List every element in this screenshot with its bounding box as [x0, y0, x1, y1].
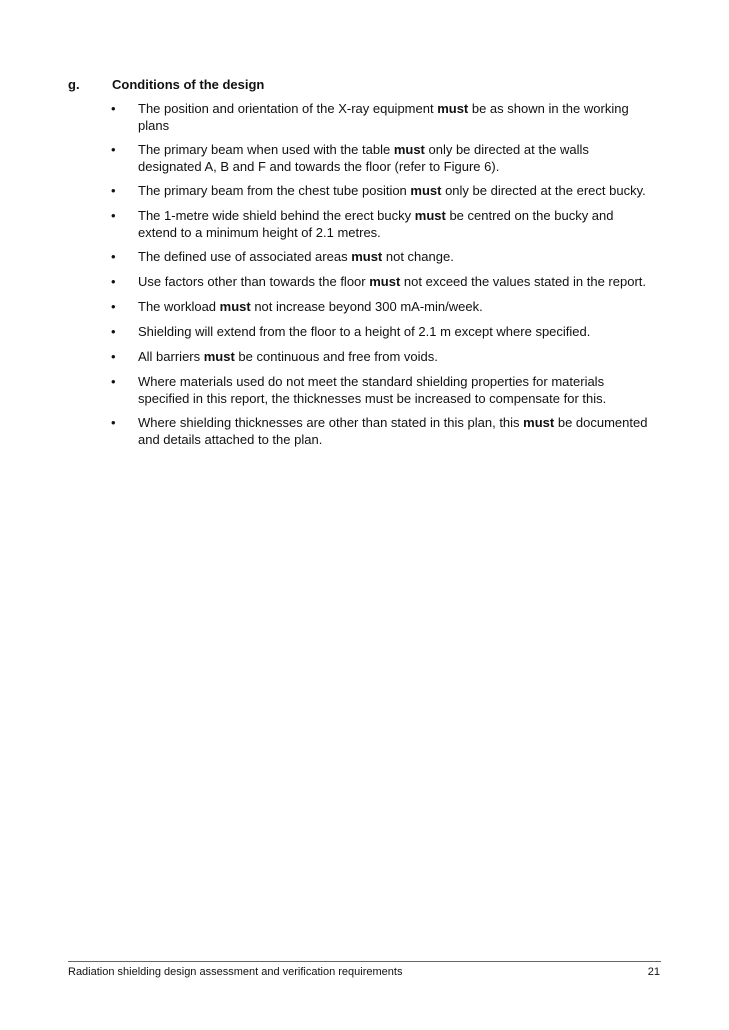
bullet-icon: •	[111, 299, 116, 314]
list-item-text-after: only be directed at the erect bucky.	[441, 183, 646, 198]
list-item-emphasis: must	[369, 274, 401, 289]
list-item-text	[138, 101, 629, 133]
list-item-text-before: Use factors other than towards the floor	[138, 274, 370, 289]
bullet-icon: •	[111, 183, 116, 198]
list-item-text-after: be documented and details attached to the plan.	[138, 415, 648, 447]
list-item-text-after: only be directed at the walls designated A, B and F and towards the floor (refer to Figure 6).	[138, 142, 589, 174]
bullet-icon: •	[111, 324, 116, 339]
list-item-text-before: The defined use of associated areas	[138, 249, 352, 264]
section-title: Conditions of the design	[112, 77, 265, 92]
list-item-text-after: not change.	[382, 249, 454, 264]
section-letter: g.	[68, 77, 80, 92]
list-item	[111, 207, 656, 241]
list-item-text-before: The primary beam when used with the table	[138, 142, 394, 157]
list-item	[111, 348, 656, 366]
list-item	[111, 100, 656, 134]
bullet-icon: •	[111, 208, 116, 223]
list-item-text-before: Shielding will extend from the floor to a height of 2.1 m except where specified.	[138, 324, 591, 339]
bullet-icon: •	[111, 374, 116, 389]
list-item-emphasis: must	[437, 101, 469, 116]
bullet-icon: •	[111, 349, 116, 364]
list-item-text	[138, 349, 438, 364]
list-item-text	[138, 324, 590, 339]
conditions-list	[111, 100, 656, 455]
list-item-text	[138, 274, 646, 289]
list-item-text-before: The workload	[138, 299, 220, 314]
list-item-text-after: be centred on the bucky and extend to a minimum height of 2.1 metres.	[138, 208, 614, 240]
list-item-text-before: Where shielding thicknesses are other than stated in this plan, this	[138, 415, 524, 430]
list-item-text-before: The primary beam from the chest tube position	[138, 183, 411, 198]
list-item-text-before: The position and orientation of the X-ray equipment	[138, 101, 438, 116]
list-item-text	[138, 415, 647, 447]
list-item-emphasis: must	[410, 183, 442, 198]
list-item-text	[138, 183, 646, 198]
list-item	[111, 141, 656, 175]
section-heading	[68, 77, 668, 95]
list-item-text-after: not exceed the values stated in the report.	[400, 274, 647, 289]
list-item-emphasis: must	[203, 349, 235, 364]
list-item-text	[138, 374, 606, 406]
list-item-text-after: be continuous and free from voids.	[234, 349, 438, 364]
list-item-text	[138, 142, 589, 174]
list-item-emphasis: must	[219, 299, 251, 314]
list-item-emphasis: must	[523, 415, 555, 430]
footer-title: Radiation shielding design assessment and verification requirements	[68, 966, 403, 978]
bullet-icon: •	[111, 101, 116, 116]
list-item-emphasis: must	[351, 249, 383, 264]
list-item-text-before: All barriers	[138, 349, 204, 364]
list-item-emphasis: must	[414, 208, 446, 223]
list-item	[111, 273, 656, 291]
list-item-text	[138, 299, 483, 314]
list-item-text-after: be as shown in the working plans	[138, 101, 629, 133]
page-number: 21	[647, 966, 660, 978]
list-item	[111, 414, 656, 448]
list-item-text-before: Where materials used do not meet the standard shielding properties for materials specified in this report, the thicknesses must be increased to compensate for this.	[138, 374, 607, 406]
list-item-emphasis: must	[393, 142, 425, 157]
list-item	[111, 373, 656, 407]
footer-divider	[68, 961, 661, 962]
list-item	[111, 298, 656, 316]
list-item-text	[138, 249, 454, 264]
list-item-text-before: The 1-metre wide shield behind the erect bucky	[138, 208, 415, 223]
list-item-text-after: not increase beyond 300 mA-min/week.	[250, 299, 483, 314]
list-item-text	[138, 208, 614, 240]
bullet-icon: •	[111, 249, 116, 264]
list-item	[111, 182, 656, 200]
list-item	[111, 323, 656, 341]
bullet-icon: •	[111, 415, 116, 430]
bullet-icon: •	[111, 142, 116, 157]
list-item	[111, 248, 656, 266]
bullet-icon: •	[111, 274, 116, 289]
